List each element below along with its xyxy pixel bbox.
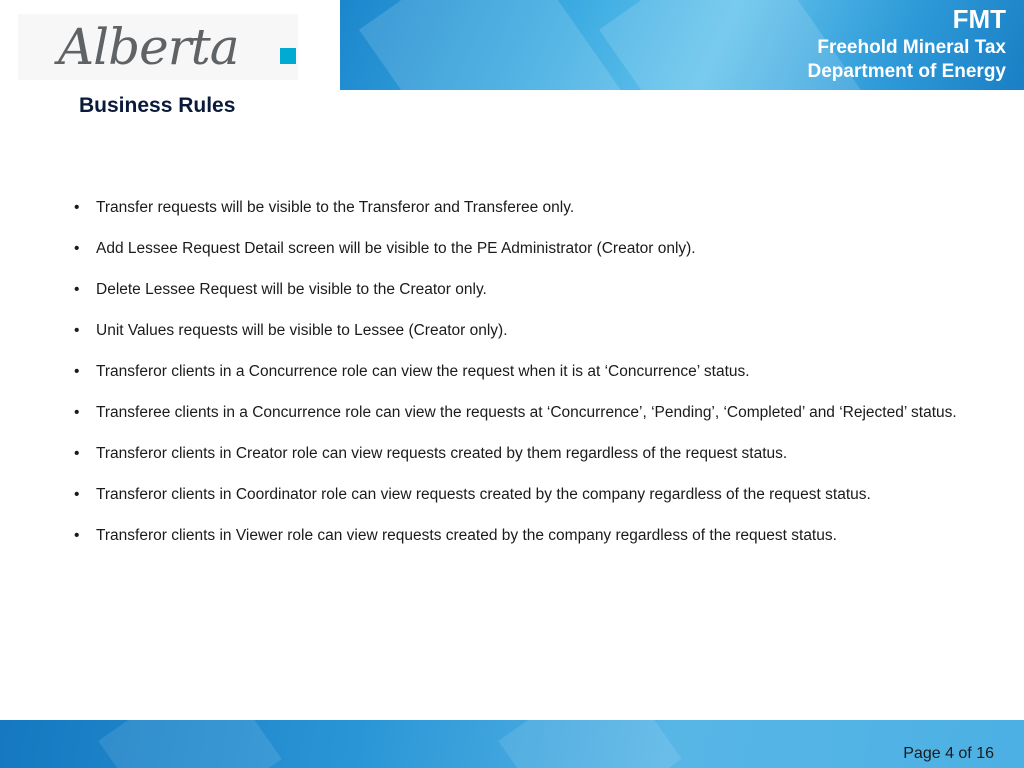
bullet-icon: • xyxy=(74,445,80,462)
bullet-icon: • xyxy=(74,486,80,503)
list-item-text: Add Lessee Request Detail screen will be visible to the PE Administrator (Creator only). xyxy=(96,240,696,257)
list-item-text: Transferor clients in Viewer role can view requests created by the company regardless of the request status. xyxy=(96,527,837,544)
list-item-text: Transferor clients in Creator role can view requests created by them regardless of the request status. xyxy=(96,445,788,462)
fmt-banner xyxy=(340,0,1024,90)
banner-decoration xyxy=(359,0,621,90)
banner-acronym: FMT xyxy=(952,4,1006,34)
bullet-icon: • xyxy=(74,322,80,339)
footer-decoration xyxy=(498,720,682,768)
list-item-text: Transfer requests will be visible to the Transferor and Transferee only. xyxy=(96,199,575,216)
logo-area xyxy=(0,0,340,90)
list-item xyxy=(72,238,972,259)
footer xyxy=(0,720,1024,768)
bullet-icon: • xyxy=(74,404,80,421)
list-item xyxy=(72,320,972,341)
page-number: Page 4 of 16 xyxy=(903,745,994,762)
alberta-logo-wordmark: Alberta xyxy=(58,18,239,76)
list-item xyxy=(72,402,972,423)
business-rules-list xyxy=(72,197,972,566)
banner-program-name: Freehold Mineral Tax xyxy=(817,37,1006,58)
list-item-text: Delete Lessee Request will be visible to the Creator only. xyxy=(96,281,487,298)
bullet-icon: • xyxy=(74,527,80,544)
list-item-text: Transferor clients in a Concurrence role can view the request when it is at ‘Concurrence’ status. xyxy=(96,363,750,380)
bullet-icon: • xyxy=(74,281,80,298)
list-item-text: Transferee clients in a Concurrence role can view the requests at ‘Concurrence’, ‘Pending’, ‘Completed’ and ‘Rejected’ status. xyxy=(96,404,957,421)
list-item xyxy=(72,279,972,300)
banner-department: Department of Energy xyxy=(807,61,1006,82)
footer-decoration xyxy=(98,720,282,768)
list-item-text: Unit Values requests will be visible to Lessee (Creator only). xyxy=(96,322,508,339)
list-item xyxy=(72,484,972,505)
bullet-icon: • xyxy=(74,363,80,380)
page-title: Business Rules xyxy=(79,94,236,117)
bullet-icon: • xyxy=(74,240,80,257)
logo-accent-square-icon xyxy=(280,48,296,64)
list-item xyxy=(72,525,972,546)
alberta-logo xyxy=(18,14,298,80)
bullet-icon: • xyxy=(74,199,80,216)
banner-text xyxy=(808,2,1006,84)
list-item xyxy=(72,197,972,218)
list-item-text: Transferor clients in Coordinator role can view requests created by the company regardless of the request status. xyxy=(96,486,871,503)
header xyxy=(0,0,1024,90)
list-item xyxy=(72,361,972,382)
list-item xyxy=(72,443,972,464)
